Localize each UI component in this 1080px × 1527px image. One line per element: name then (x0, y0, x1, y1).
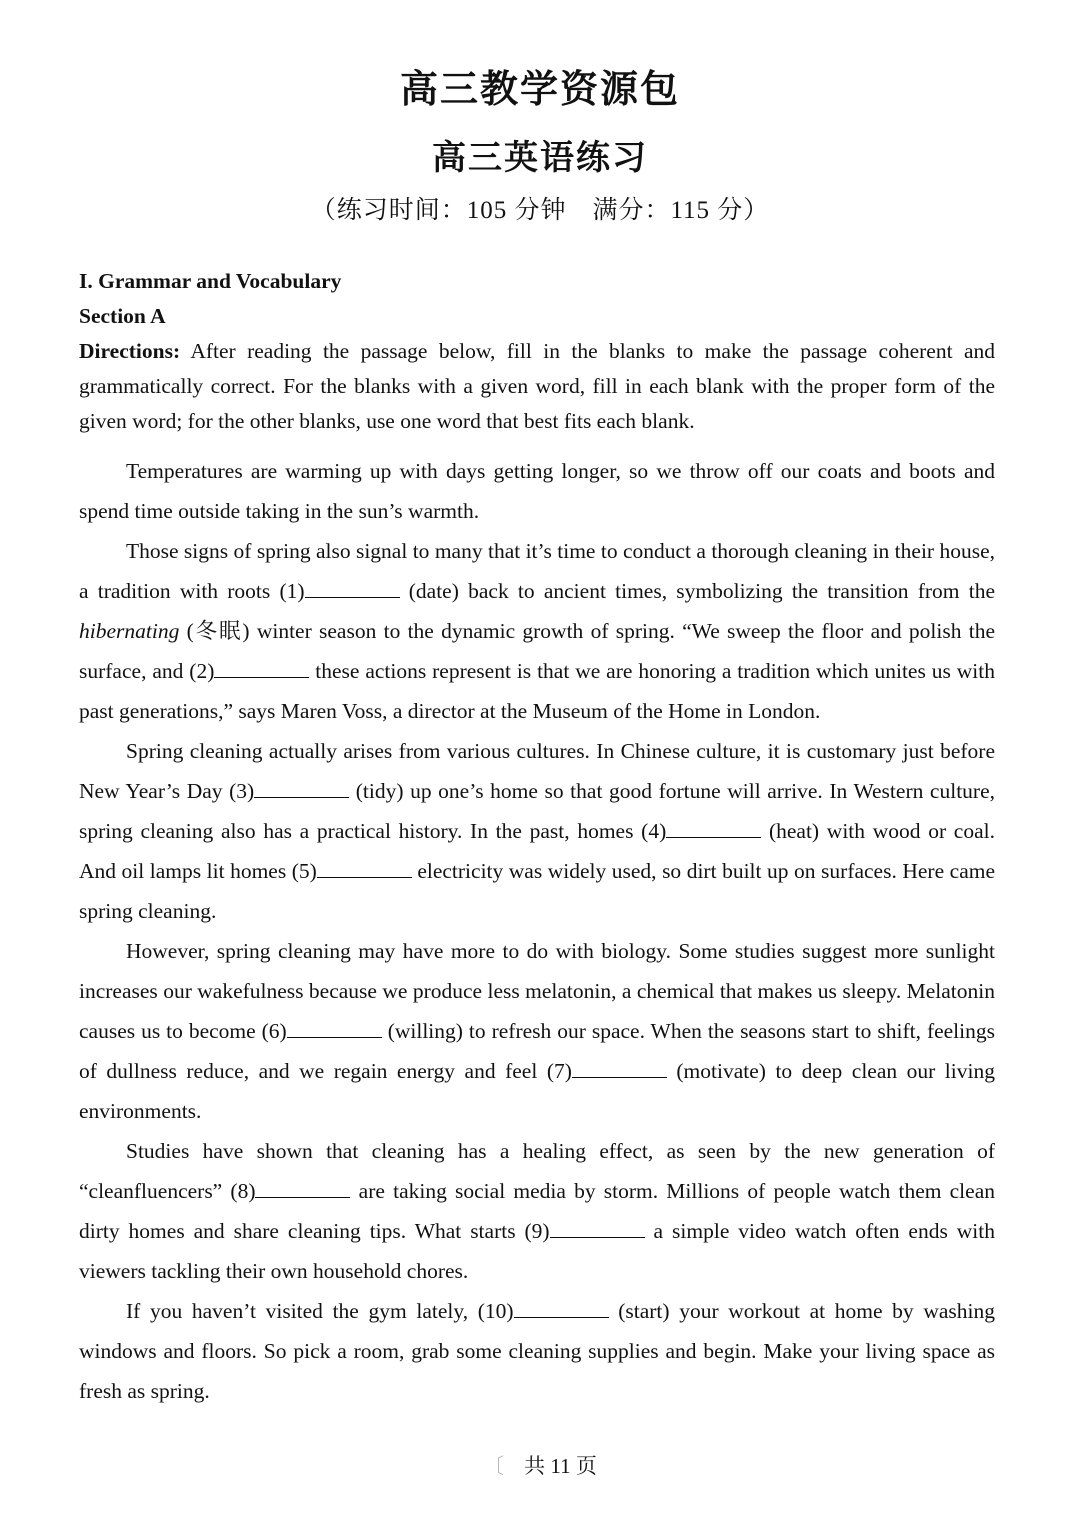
text-segment: Studies have shown that cleaning has a healing effect, as seen by the new generation of “cleanfluencers” (8) (79, 1139, 995, 1203)
directions (79, 334, 995, 439)
blank-7[interactable] (572, 1055, 667, 1078)
exam-subtitle: 高三英语练习 (432, 138, 648, 178)
blank-9[interactable] (550, 1215, 645, 1238)
text-segment: these actions represent is that we are honoring a tradition which unites us with past generations,” says Maren Voss, a director at the Museum of the Home in London. (79, 659, 995, 723)
blank-3[interactable] (254, 775, 349, 798)
blank-2[interactable] (214, 655, 309, 678)
text-segment: electricity was widely used, so dirt built up on surfaces. Here came spring cleaning. (79, 859, 996, 923)
text-segment: However, spring cleaning may have more to do with biology. Some studies suggest more sunlight increases our wakefulness because we produce less melatonin, a chemical that makes us sleepy. Melatonin causes us to become (6) (79, 939, 995, 1043)
passage-paragraph-1: Temperatures are warming up with days getting longer, so we throw off our coats and boots and spend time outside taking in the sun’s warmth. (79, 459, 995, 523)
text-segment: (start) your workout at home by washing windows and floors. So pick a room, grab some cleaning supplies and begin. Make your living space as fresh as spring. (79, 1299, 995, 1403)
blank-4[interactable] (666, 815, 761, 838)
exam-info: （练习时间：105 分钟 满分：115 分） (310, 197, 770, 224)
part-title: I. Grammar and Vocabulary (79, 269, 342, 293)
text-segment: Those signs of spring also signal to many that it’s time to conduct a thorough cleaning in their house, a tradition with roots (1) (79, 539, 995, 603)
text-segment: (冬眠) winter season to the dynamic growth of spring. “We sweep the floor and polish the surface, and (2) (79, 619, 995, 683)
blank-5[interactable] (317, 855, 412, 878)
section-title: Section A (79, 304, 166, 328)
page-footer (0, 1450, 1080, 1480)
text-segment: (willing) to refresh our space. When the seasons start to shift, feelings of dullness reduce, and we regain energy and feel (7) (79, 1019, 995, 1083)
passage-paragraph-6 (79, 1291, 995, 1411)
text-segment: a simple video watch often ends with viewers tackling their own household chores. (79, 1219, 995, 1283)
footer-mark: 〔 (483, 1454, 505, 1478)
text-segment: are taking social media by storm. Millions of people watch them clean dirty homes and share cleaning tips. What starts (9) (79, 1179, 995, 1243)
passage-paragraph-5 (79, 1131, 995, 1291)
blank-1[interactable] (305, 575, 400, 598)
passage-paragraph-4 (79, 931, 995, 1131)
directions-label: Directions: (79, 339, 181, 363)
text-segment: (motivate) to deep clean our living environments. (79, 1059, 995, 1123)
text-segment: (date) back to ancient times, symbolizing the transition from the (399, 579, 995, 603)
text-segment: (tidy) up one’s home so that good fortune will arrive. In Western culture, spring cleaning also has a practical history. In the past, homes (4) (79, 779, 995, 843)
passage-paragraph-2 (79, 531, 995, 731)
blank-6[interactable] (287, 1015, 382, 1038)
text-segment: If you haven’t visited the gym lately, (10) (126, 1299, 514, 1323)
italic-term: hibernating (79, 619, 180, 643)
directions-text: After reading the passage below, fill in the blanks to make the passage coherent and grammatically correct. For the blanks with a given word, fill in each blank with the proper form of the given word; for the other blanks, use one word that best fits each blank. (79, 339, 995, 433)
text-segment: (heat) with wood or coal. And oil lamps lit homes (5) (79, 819, 995, 883)
exam-content (79, 264, 995, 1411)
page-title: 高三教学资源包 (399, 67, 680, 111)
page-count: 共 11 页 (524, 1454, 597, 1478)
blank-8[interactable] (255, 1175, 350, 1198)
text-segment: Spring cleaning actually arises from various cultures. In Chinese culture, it is customary just before New Year’s Day (3) (79, 739, 995, 803)
blank-10[interactable] (514, 1295, 609, 1318)
passage-paragraph-3 (79, 731, 995, 931)
